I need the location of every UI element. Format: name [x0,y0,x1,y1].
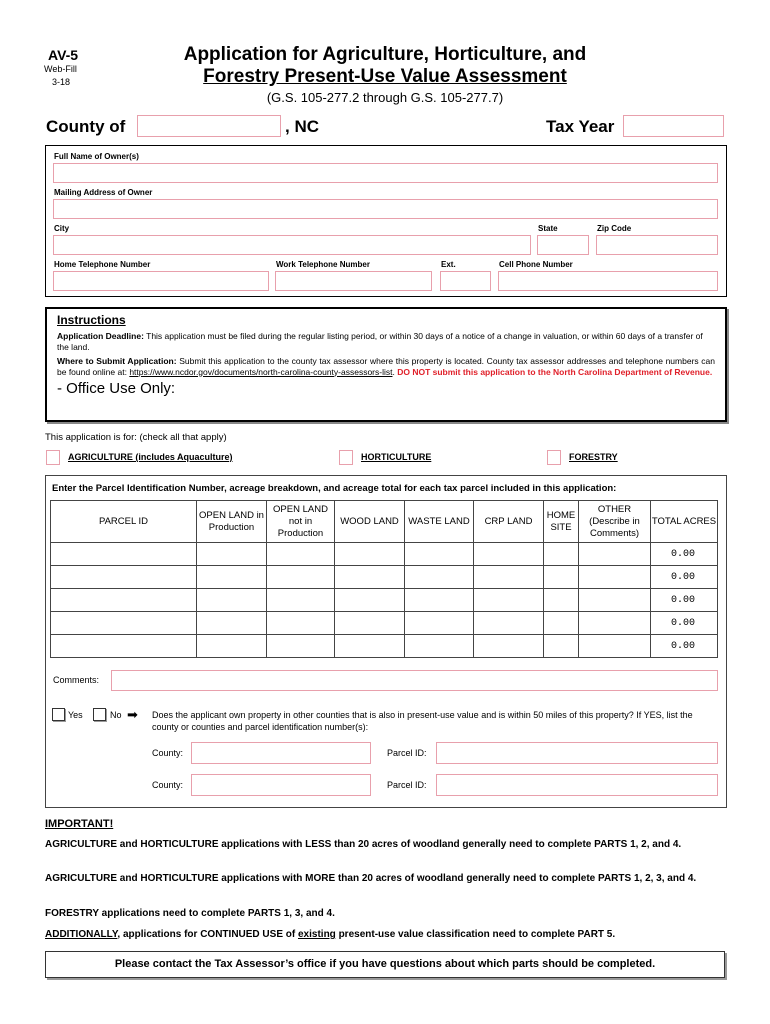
parcel-cell-input[interactable] [335,635,405,658]
warning-text: DO NOT submit this application to the North Carolina Department of Revenue. [397,366,713,377]
parcel-intro: Enter the Parcel Identification Number, acreage breakdown, and acreage total for each tax parcel included in this application: [52,483,617,494]
parcel-1-input[interactable] [436,742,718,764]
parcel-2-input[interactable] [436,774,718,796]
arrow-right-icon: ➡ [127,707,138,722]
parcel-cell-input[interactable] [474,566,544,589]
mailing-address-input[interactable] [53,199,718,219]
col-open-land-not-production: OPEN LAND not in Production [267,501,335,543]
parcel-cell-input[interactable] [579,543,651,566]
instructions-title: Instructions [57,313,126,327]
comments-input[interactable] [111,670,718,691]
instructions-box: Instructions Application Deadline: This application must be filed during the regular listing period, or within 30 days of a notice of a change in valuation, or within 60 days of a transfer of the land. Where to Submit Application: Submit this application to the county tax assessor where this property is located. County tax assessor addresses and telephone numbers can be found online at: https://www.ncdor.gov/documents/north-carolina-county-assessors-list. DO NOT submit this application to the North Carolina Department of Revenue. - Office Use Only: [45,307,727,422]
tax-year-input[interactable] [623,115,724,137]
forestry-checkbox[interactable] [547,450,561,465]
parcel-cell-input[interactable] [267,612,335,635]
col-crp-land: CRP LAND [474,501,544,543]
col-other: OTHER (Describe in Comments) [579,501,651,543]
parcel-cell-input[interactable] [405,566,474,589]
yes-checkbox[interactable] [52,708,65,721]
county-2-input[interactable] [191,774,371,796]
parcel-row [51,612,718,635]
important-p1: AGRICULTURE and HORTICULTURE applications with LESS than 20 acres of woodland generally need to complete PARTS 1, 2, and 4. [45,839,682,850]
parcel-cell-input[interactable] [474,543,544,566]
county-label: County of [46,117,126,136]
title-line-2: Forestry Present-Use Value Assessment [203,66,567,87]
zip-label: Zip Code [597,224,632,233]
parcel-cell-input[interactable] [474,635,544,658]
contact-box [45,951,725,978]
important-p4 [45,928,725,942]
parcel-1-label: Parcel ID: [387,748,427,758]
parcel-cell-input[interactable] [474,612,544,635]
parcel-cell-input[interactable] [335,612,405,635]
web-fill-label: Web-Fill [44,64,77,74]
full-name-label: Full Name of Owner(s) [54,152,139,161]
col-total-acres: TOTAL ACRES [651,501,718,543]
title-line-1: Application for Agriculture, Horticulture, and [183,44,587,65]
comments-label: Comments: [53,675,100,685]
parcel-cell-input[interactable] [51,543,197,566]
total-acres-cell[interactable]: 0.00 [651,589,718,612]
zip-input[interactable] [596,235,718,255]
parcel-table-header [51,501,718,543]
cell-phone-label: Cell Phone Number [499,260,573,269]
home-phone-label: Home Telephone Number [54,260,151,269]
parcel-cell-input[interactable] [544,566,579,589]
statute-reference: (G.S. 105-277.2 through G.S. 105-277.7) [266,90,504,105]
city-label: City [54,224,70,233]
parcel-2-label: Parcel ID: [387,780,427,790]
county-1-label: County: [152,748,184,758]
ext-input[interactable] [440,271,491,291]
city-input[interactable] [53,235,531,255]
parcel-cell-input[interactable] [267,589,335,612]
deadline-label: Application Deadline: [57,331,144,341]
total-acres-cell[interactable]: 0.00 [651,566,718,589]
cell-phone-input[interactable] [498,271,718,291]
parcel-cell-input[interactable] [197,612,267,635]
yes-label: Yes [68,710,83,720]
parcel-cell-input[interactable] [544,612,579,635]
parcel-cell-input[interactable] [51,612,197,635]
col-waste-land: WASTE LAND [405,501,474,543]
parcel-cell-input[interactable] [267,543,335,566]
parcel-cell-input[interactable] [579,566,651,589]
parcel-cell-input[interactable] [197,635,267,658]
parcel-row [51,566,718,589]
parcel-cell-input[interactable] [51,589,197,612]
parcel-cell-input[interactable] [51,635,197,658]
parcel-cell-input[interactable] [474,589,544,612]
horticulture-checkbox[interactable] [339,450,353,465]
total-acres-cell[interactable]: 0.00 [651,635,718,658]
parcel-cell-input[interactable] [544,543,579,566]
parcel-row [51,589,718,612]
parcel-cell-input[interactable] [579,589,651,612]
work-phone-label: Work Telephone Number [276,260,370,269]
important-p2: AGRICULTURE and HORTICULTURE applications with MORE than 20 acres of woodland generally need to complete PARTS 1, 2, 3, and 4. [45,873,697,884]
parcel-cell-input[interactable] [335,543,405,566]
parcel-cell-input[interactable] [405,612,474,635]
p4-part-d: present-use value classification need to complete PART 5. [335,929,616,940]
parcel-cell-input[interactable] [544,635,579,658]
application-for-label: This application is for: (check all that apply) [45,432,227,443]
important-title: IMPORTANT! [45,818,114,830]
important-p3: FORESTRY applications need to complete PARTS 1, 3, and 4. [45,908,335,919]
tax-year-label: Tax Year [546,117,615,136]
agriculture-checkbox[interactable] [46,450,60,465]
col-wood-land: WOOD LAND [335,501,405,543]
col-open-land-production: OPEN LAND in Production [197,501,267,543]
county-2-label: County: [152,780,184,790]
parcel-cell-input[interactable] [405,543,474,566]
p4-part-b: , applications for CONTINUED USE of [117,929,298,940]
form-version: 3-18 [52,77,71,87]
county-1-input[interactable] [191,742,371,764]
full-name-input[interactable] [53,163,718,183]
state-label: State [538,224,558,233]
total-acres-cell[interactable]: 0.00 [651,612,718,635]
col-home-site: HOME SITE [544,501,579,543]
form-id: AV-5 [48,47,79,63]
state-input[interactable] [537,235,589,255]
agriculture-label: AGRICULTURE (includes Aquaculture) [68,452,233,462]
parcel-table [50,500,718,658]
horticulture-label: HORTICULTURE [361,452,432,462]
forestry-label: FORESTRY [569,452,618,462]
assessors-link[interactable]: https://www.ncdor.gov/documents/north-carolina-county-assessors-list [129,366,393,377]
total-acres-cell[interactable]: 0.00 [651,543,718,566]
parcel-cell-input[interactable] [197,543,267,566]
deadline-text: This application must be filed during the regular listing period, or within 30 days of a notice of a change in valuation, or within 60 days of a transfer of the land. [57,331,703,352]
parcel-cell-input[interactable] [267,635,335,658]
county-input[interactable] [137,115,281,137]
home-phone-input[interactable] [53,271,269,291]
mailing-address-label: Mailing Address of Owner [54,188,153,197]
contact-text: Please contact the Tax Assessor’s office if you have questions about which parts should be completed. [114,958,656,970]
ext-label: Ext. [441,260,456,269]
parcel-cell-input[interactable] [267,566,335,589]
no-label: No [110,710,122,720]
additionally: ADDITIONALLY [45,929,118,940]
parcel-cell-input[interactable] [51,566,197,589]
office-use-label: - Office Use Only: [57,380,176,397]
parcel-row [51,543,718,566]
work-phone-input[interactable] [275,271,432,291]
submit-text: Submit this application to the county tax assessor where this property is located. County tax assessor addresses and telephone numbers can be found online at: [57,356,716,377]
parcel-cell-input[interactable] [335,589,405,612]
parcel-cell-input[interactable] [579,635,651,658]
other-counties-question: Does the applicant own property in other counties that is also in present-use value and is within 50 miles of this property? If YES, list the county or counties and parcel identification number(s): [152,710,693,732]
submit-label: Where to Submit Application: [57,356,177,366]
col-parcel-id: PARCEL ID [51,501,197,543]
parcel-row [51,635,718,658]
parcel-cell-input[interactable] [197,589,267,612]
page-title [150,44,620,88]
parcel-cell-input[interactable] [197,566,267,589]
parcel-cell-input[interactable] [579,612,651,635]
no-checkbox[interactable] [93,708,106,721]
parcel-cell-input[interactable] [335,566,405,589]
parcel-cell-input[interactable] [405,635,474,658]
parcel-cell-input[interactable] [544,589,579,612]
existing: existing [298,929,336,940]
parcel-cell-input[interactable] [405,589,474,612]
nc-label: , NC [285,117,319,136]
